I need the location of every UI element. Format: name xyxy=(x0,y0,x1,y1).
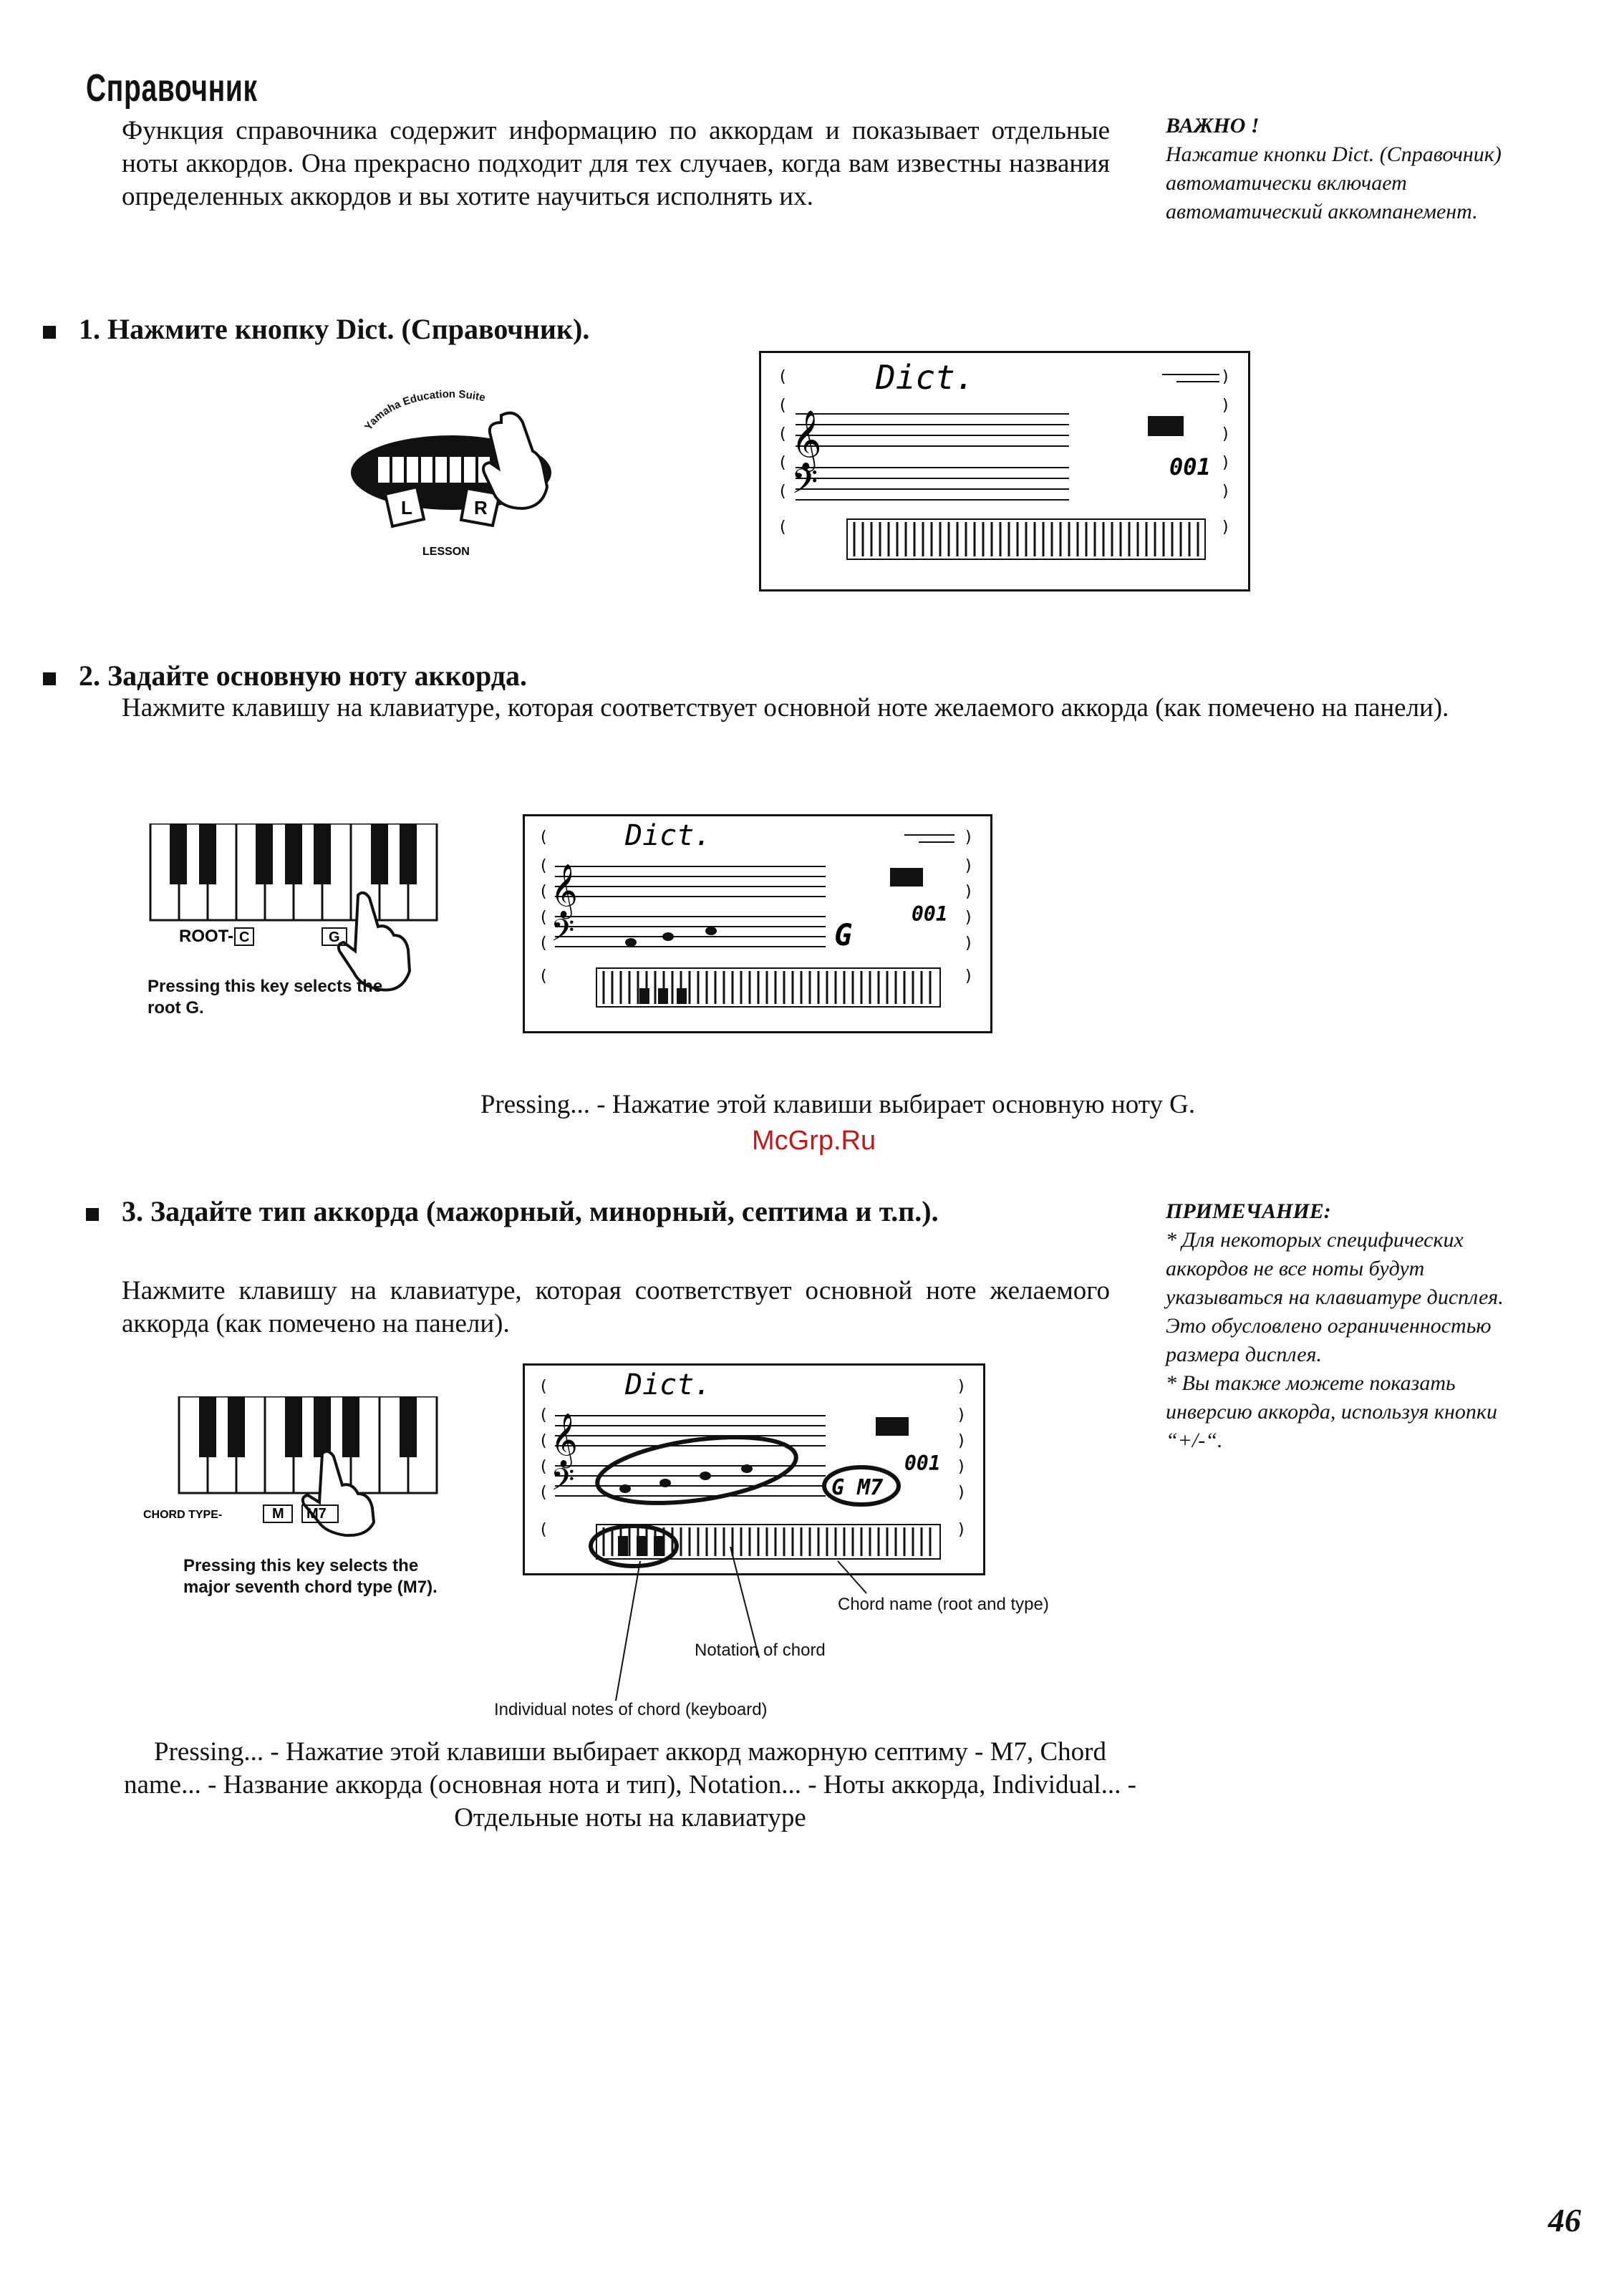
step2-caption: Pressing this key selects the root G. xyxy=(148,977,383,1018)
svg-text:): ) xyxy=(958,1458,965,1476)
svg-text:(: ( xyxy=(541,883,547,901)
step1-heading: 1. Нажмите кнопку Dict. (Справочник). xyxy=(43,312,589,347)
svg-text:): ) xyxy=(958,1432,965,1450)
page-title: Справочник xyxy=(86,67,258,110)
svg-text:(: ( xyxy=(780,483,786,501)
note-heading: ПРИМЕЧАНИЕ: xyxy=(1166,1199,1331,1223)
lcd-label: Dict. xyxy=(876,358,975,397)
note-item-2: * Вы также можете показать инверсию аккорда, используя кнопки “+/-“. xyxy=(1166,1371,1497,1452)
step2-heading: 2. Задайте основную ноту аккорда. xyxy=(43,659,527,693)
svg-text:(: ( xyxy=(541,1432,547,1450)
bass-clef-icon: 𝄢 xyxy=(551,1462,575,1505)
svg-text:): ) xyxy=(1222,518,1229,536)
svg-text:): ) xyxy=(1222,397,1229,415)
root-g-label: G xyxy=(329,929,340,945)
svg-text:(: ( xyxy=(780,397,786,415)
step2-text: Нажмите клавишу на клавиатуре, которая соответствует основной ноте желаемого аккорда (как помечено на панели). xyxy=(122,693,1449,723)
svg-text:): ) xyxy=(965,909,972,927)
lcd-display-step1 xyxy=(759,351,1250,591)
svg-text:): ) xyxy=(958,1378,965,1396)
bullet-icon xyxy=(43,672,56,685)
lcd-chord: G xyxy=(834,917,853,952)
svg-text:): ) xyxy=(1222,425,1229,443)
chord-type-label: CHORD TYPE- xyxy=(143,1509,223,1521)
svg-text:(: ( xyxy=(541,1378,547,1396)
note-item-1: * Для некоторых специфических аккордов не все ноты будут указываться на клавиатуре дисплея. Это обусловлено ограниченностью размера дисплея. xyxy=(1166,1228,1504,1366)
lcd-chord: G M7 xyxy=(831,1475,884,1500)
svg-text:): ) xyxy=(965,967,972,985)
notation-highlight xyxy=(594,1426,801,1514)
lesson-button-illustration xyxy=(337,372,566,566)
svg-text:(: ( xyxy=(541,934,547,952)
svg-text:(: ( xyxy=(541,1458,547,1476)
button-caption: LESSON xyxy=(422,546,470,558)
bullet-icon xyxy=(86,1208,99,1221)
svg-text:): ) xyxy=(1222,454,1229,472)
svg-text:(: ( xyxy=(541,909,547,927)
step3-text: Нажмите клавишу на клавиатуре, которая соответствует основной ноте желаемого аккорда (как помечено на панели). xyxy=(122,1276,1110,1338)
button-right-letter: R xyxy=(474,497,488,518)
lcd-measure: 001 xyxy=(912,902,948,926)
lcd-measure: 001 xyxy=(1169,453,1211,480)
svg-text:(: ( xyxy=(541,1406,547,1424)
svg-text:(: ( xyxy=(541,967,547,985)
svg-text:): ) xyxy=(965,829,972,846)
svg-text:): ) xyxy=(1222,368,1229,386)
keyboard-illustration-step3 xyxy=(143,1396,444,1540)
svg-text:): ) xyxy=(1222,483,1229,501)
svg-text:(: ( xyxy=(780,425,786,443)
svg-text:(: ( xyxy=(780,518,786,536)
lcd-label: Dict. xyxy=(625,819,712,852)
svg-text:(: ( xyxy=(541,857,547,875)
lcd-display-step2 xyxy=(523,814,992,1033)
button-left-letter: L xyxy=(401,497,412,518)
intro-paragraph: Функция справочника содержит информацию по аккордам и показывает отдельные ноты аккордов. Она прекрасно подходит для тех случаев, когда вам известны названия определенных аккордов и вы хотите научиться исполнять их. xyxy=(122,116,1110,211)
button-arc-text: Yamaha Education Suite xyxy=(362,387,487,433)
important-heading: ВАЖНО ! xyxy=(1166,114,1260,137)
important-text: Нажатие кнопки Dict. (Справочник) автоматически включает автоматический аккомпанемент. xyxy=(1166,143,1502,223)
callout-individual-notes: Individual notes of chord (keyboard) xyxy=(494,1700,768,1719)
svg-text:): ) xyxy=(958,1406,965,1424)
svg-text:(: ( xyxy=(541,1521,547,1539)
root-c-label: C xyxy=(239,929,250,945)
callout-notation: Notation of chord xyxy=(695,1641,826,1660)
treble-clef-icon: 𝄞 xyxy=(551,1414,578,1467)
note-sidebar xyxy=(1166,1197,1538,1455)
treble-clef-icon: 𝄞 xyxy=(551,864,578,917)
svg-text:): ) xyxy=(958,1484,965,1502)
page-number: 46 xyxy=(1548,2202,1581,2238)
lcd-measure: 001 xyxy=(904,1452,941,1475)
callout-lines xyxy=(501,1540,1146,1726)
lcd-label: Dict. xyxy=(625,1368,712,1401)
callout-chord-name: Chord name (root and type) xyxy=(838,1595,1049,1614)
svg-text:(: ( xyxy=(541,829,547,846)
svg-text:(: ( xyxy=(780,454,786,472)
type-m7-label: M7 xyxy=(306,1506,327,1522)
step2-translation: Pressing... - Нажатие этой клавиши выбирает основную ноту G. xyxy=(480,1090,1196,1119)
svg-text:): ) xyxy=(965,857,972,875)
root-label: ROOT- xyxy=(179,927,233,946)
bullet-icon xyxy=(43,326,56,339)
svg-text:): ) xyxy=(965,883,972,901)
bass-clef-icon: 𝄢 xyxy=(791,461,818,510)
important-note xyxy=(1166,112,1538,226)
chord-notes xyxy=(619,1464,753,1493)
treble-clef-icon: 𝄞 xyxy=(791,409,822,469)
bass-clef-icon: 𝄢 xyxy=(551,913,575,956)
watermark: McGrp.Ru xyxy=(752,1126,876,1156)
svg-text:): ) xyxy=(965,934,972,952)
svg-text:(: ( xyxy=(780,368,786,386)
step3-heading: 3. Задайте тип аккорда (мажорный, минорный, септима и т.п.). xyxy=(86,1194,1117,1229)
svg-text:(: ( xyxy=(541,1484,547,1502)
svg-text:Yamaha Education Suite xyxy=(362,388,486,433)
type-m-label: M xyxy=(272,1506,284,1522)
step3-caption: Pressing this key selects the major seventh chord type (M7). xyxy=(183,1556,438,1597)
step3-translation: Pressing... - Нажатие этой клавиши выбирает аккорд мажорную септиму - M7, Chord name... - Название аккорда (основная нота и тип), Notation... - Ноты аккорда, Individual... - Отдельные ноты на клавиатуре xyxy=(123,1737,1137,1832)
svg-text:): ) xyxy=(958,1521,965,1539)
